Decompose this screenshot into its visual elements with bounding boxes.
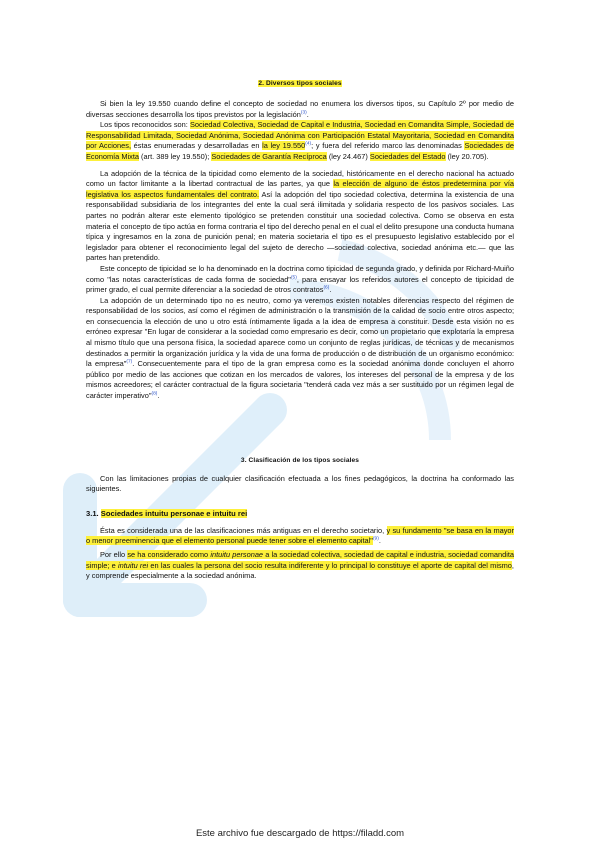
section-3-title: 3. Clasificación de los tipos sociales (240, 456, 360, 464)
paragraph: Los tipos reconocidos son: Sociedad Colectiva, Sociedad de Capital e Industria, Sociedad en Comandita Simple, Sociedad de Responsabilidad Limitada, Sociedad Anónima, Sociedad Anónima con Participación Estatal Mayoritaria, Sociedad en Comandita por Acciones, éstas enumeradas y desarrolladas en la ley 19.550$^{(4)}$; y fuera del referido marco las denominadas Sociedades de Economía Mixta (art. 389 ley 19.550); Sociedades de Garantía Recíproca (ley 24.467) Sociedades del Estado (ley 20.705). (86, 120, 514, 161)
paragraph: La adopción de un determinado tipo no es neutro, como ya veremos existen notables diferencias respecto del régimen de responsabilidad de los socios, así como el régimen de administración o la transmisión de la calidad de socio entre otros aspecto; en consecuencia la elección de uno u otro está íntimamente ligada a la idea de empresa a constituir. Desde esta visión no es erróneo expresar "En lugar de considerar a la sociedad como empresario es decir, como un propietario que explotaría la empresa al mismo título que una persona física, la sociedad aparece como un conjunto de reglas jurídicas, de técnicas y de mecanismos destinados a permitir la organización jurídica y la vida de una forma de producción o de distribución de un organismo económico: la empresa"$^{(7)}$. Consecuentemente para el tipo de la gran empresa como es la sociedad anónima donde concluyen el ahorro público por medio de las acciones que cotizan en los mercados de valores, los intereses del personal de la empresa y de los mismos acreedores; el carácter contractual de la figura societaria "tenderá cada vez más a ser sustituido por un régimen legal de carácter imperativo"$^{(8)}$. (86, 295, 514, 401)
paragraph: Este concepto de tipicidad se lo ha denominado en la doctrina como tipicidad de segunda grado, y definida por Richard-Muiño como "las notas características de cada forma de sociedad"$^{(5)}$, para ensayar los referidos autores el concepto de tipicidad de primer grado, el cual permite diferenciar a la sociedad de otros contratos$^{(6)}$. (86, 263, 514, 295)
paragraph: Con las limitaciones propias de cualquier clasificación efectuada a los fines pedagógicos, la doctrina ha conformado las siguientes. (86, 473, 514, 494)
footnote-ref[interactable]: (4) (305, 141, 312, 147)
footnote-ref[interactable]: (9) (372, 536, 379, 542)
paragraph: Por ello se ha considerado como intuitu personae a la sociedad colectiva, sociedad de capital e industria, sociedad comandita simple; e intuitu rei en las cuales la persona del socio resulta indiferente y lo principal lo constituye el aporte de capital del mismo, y comprende especialmente a la sociedad anónima. (86, 550, 515, 581)
download-footer: Este archivo fue descargado de https://filadd.com (195, 828, 405, 839)
subsection-3-1-title: 3.1. Sociedades intuitu personae e intuitu rei (86, 508, 248, 518)
section-2-title: 2. Diversos tipos sociales (258, 80, 342, 87)
footnote-ref[interactable]: (8) (151, 391, 158, 397)
document-page (86, 80, 514, 582)
paragraph: Ésta es considerada una de las clasificaciones más antiguas en el derecho societario, y su fundamento "se basa en la mayor o menor preeminencia que el elemento personal puede tener sobre el elemento capital"$^{(9)}$. (86, 525, 514, 546)
footnote-ref[interactable]: (6) (323, 285, 330, 291)
paragraph: La adopción de la técnica de la tipicidad como elemento de la sociedad, históricamente en el derecho nacional ha actuado como un factor limitante a la libertad contractual de las partes, ya que la elección de alguno de éstos predetermina por vía legislativa los aspectos fundamentales del contrato. Así la adopción del tipo sociedad colectiva, determina la existencia de una responsabilidad subsidiaria de los integrantes del ente la cual será ilimitada y solidaria respecto de los pasivos sociales. Las partes no podrán alterar este elemento tipológico se pretenden constituir una sociedad colectiva. Como se observa en esta materia el concepto de tipo actúa en forma contraria el tipo del derecho penal en el cual el delito presupone una conducta humana típica y ingresamos en la zona de punición penal; en materia societaria el tipo es el presupuesto legislativo establecido por el legislador para obtener el reconocimiento legal del sujeto de derecho —sociedad colectiva, sociedad anónima etc.— que las partes han pretendido. (86, 168, 514, 263)
footnote-ref[interactable]: (7) (126, 359, 133, 365)
footnote-ref[interactable]: (5) (290, 275, 297, 281)
footnote-ref[interactable]: (3) (300, 110, 307, 116)
paragraph: Si bien la ley 19.550 cuando define el concepto de sociedad no enumera los diversos tipos, su Capítulo 2º por medio de diversas secciones desarrolla los tipos previstos por la legislación$^{(3)}$. (86, 99, 514, 119)
